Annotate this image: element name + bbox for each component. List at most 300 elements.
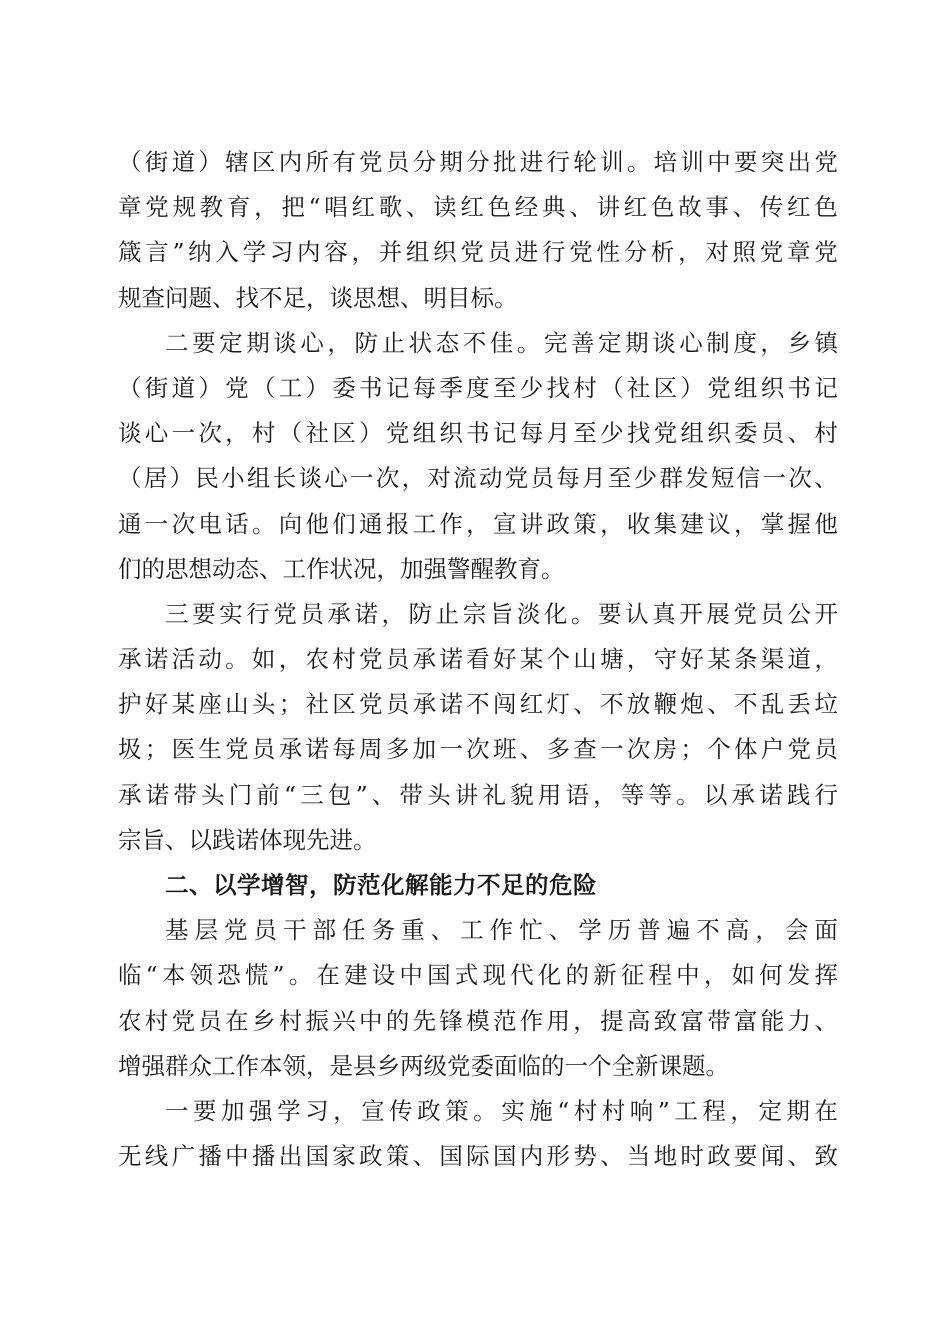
glyph: 组 bbox=[680, 419, 704, 448]
glyph: 次 bbox=[198, 419, 222, 448]
glyph: 承 bbox=[731, 780, 755, 809]
glyph: 党 bbox=[460, 238, 484, 267]
glyph: 无 bbox=[118, 1142, 142, 1171]
glyph: 山 bbox=[225, 690, 249, 719]
glyph: 社 bbox=[305, 690, 329, 719]
glyph: 红 bbox=[786, 193, 811, 222]
glyph: 、 bbox=[707, 690, 731, 719]
glyph: 国 bbox=[305, 1142, 329, 1171]
glyph: 村 bbox=[573, 1096, 598, 1125]
glyph: ， bbox=[814, 645, 838, 674]
paragraph-line bbox=[118, 592, 838, 637]
paragraph-line bbox=[118, 366, 838, 411]
glyph: 好 bbox=[144, 690, 169, 719]
glyph: 语 bbox=[565, 780, 589, 809]
glyph: 、 bbox=[519, 735, 544, 764]
glyph: 闻 bbox=[760, 1142, 785, 1171]
glyph: 诺 bbox=[145, 780, 170, 809]
glyph: 党 bbox=[359, 690, 383, 719]
glyph: 力 bbox=[787, 1006, 812, 1035]
glyph: 挥 bbox=[814, 961, 838, 990]
glyph: 貌 bbox=[510, 780, 534, 809]
glyph: 党 bbox=[814, 148, 838, 176]
glyph: 中 bbox=[359, 1006, 383, 1035]
glyph: 每 bbox=[519, 419, 544, 448]
glyph: 组 bbox=[246, 464, 271, 493]
glyph: 的 bbox=[385, 1006, 410, 1035]
glyph: ， bbox=[626, 645, 651, 674]
glyph: 查 bbox=[573, 735, 597, 764]
glyph: 致 bbox=[653, 1006, 678, 1035]
paragraph-line: 宗旨、以践诺体现先进。 bbox=[118, 825, 377, 854]
paragraph-line bbox=[118, 773, 838, 818]
glyph: 普 bbox=[637, 916, 661, 945]
glyph: 座 bbox=[198, 690, 222, 719]
glyph: 色 bbox=[487, 193, 512, 222]
glyph: ， bbox=[225, 419, 249, 448]
glyph: （ bbox=[600, 373, 624, 402]
glyph: 党 bbox=[225, 373, 249, 402]
glyph: 村 bbox=[814, 419, 838, 448]
glyph: 话 bbox=[225, 509, 249, 538]
glyph: 制 bbox=[706, 328, 730, 357]
section-heading: 二、以学增智，防范化解能力不足的危险 bbox=[165, 871, 597, 899]
glyph: 。 bbox=[251, 509, 276, 538]
glyph: 守 bbox=[653, 645, 678, 674]
glyph: 故 bbox=[678, 193, 702, 222]
glyph: 分 bbox=[412, 148, 437, 176]
glyph: ” bbox=[272, 961, 285, 990]
glyph: 色 bbox=[814, 193, 838, 222]
glyph: 至 bbox=[492, 373, 517, 402]
glyph: 箴 bbox=[118, 238, 142, 267]
glyph: 向 bbox=[278, 509, 303, 538]
glyph: 心 bbox=[324, 464, 348, 493]
glyph: 、 bbox=[430, 916, 455, 945]
glyph: ” bbox=[355, 780, 368, 809]
glyph: 某 bbox=[171, 690, 196, 719]
glyph: 。 bbox=[570, 599, 595, 628]
glyph: 讲 bbox=[596, 193, 620, 222]
glyph: 党 bbox=[224, 916, 248, 945]
glyph: 、 bbox=[412, 1142, 437, 1171]
glyph: ， bbox=[760, 328, 784, 357]
glyph: 出 bbox=[278, 1142, 303, 1171]
paragraph-line bbox=[118, 1089, 838, 1134]
glyph: 富 bbox=[733, 1006, 758, 1035]
glyph: 织 bbox=[760, 373, 785, 402]
glyph: 国 bbox=[427, 961, 451, 990]
paragraph-line bbox=[118, 1134, 838, 1179]
glyph: 一 bbox=[350, 464, 374, 493]
glyph: 每 bbox=[556, 464, 580, 493]
glyph: 党 bbox=[504, 464, 529, 493]
glyph: 公 bbox=[787, 599, 811, 628]
glyph: 。 bbox=[473, 1096, 497, 1125]
glyph: 定 bbox=[219, 328, 243, 357]
glyph: 前 bbox=[256, 780, 280, 809]
glyph: 信 bbox=[736, 464, 761, 493]
glyph: 道 bbox=[171, 148, 196, 176]
glyph: 。 bbox=[288, 961, 313, 990]
glyph: 能 bbox=[760, 1006, 785, 1035]
glyph: 一 bbox=[171, 419, 196, 448]
glyph: 策 bbox=[385, 1142, 410, 1171]
glyph: 发 bbox=[685, 464, 709, 493]
glyph: 居 bbox=[143, 464, 168, 493]
glyph: 防 bbox=[408, 599, 433, 628]
glyph: 一 bbox=[762, 464, 787, 493]
glyph: 要 bbox=[733, 148, 758, 176]
glyph: 集 bbox=[653, 509, 678, 538]
glyph: 掌 bbox=[760, 509, 785, 538]
glyph: 党 bbox=[814, 238, 838, 267]
glyph: （ bbox=[118, 464, 142, 493]
glyph: ， bbox=[733, 509, 758, 538]
glyph: 政 bbox=[707, 1142, 731, 1171]
glyph: 提 bbox=[600, 1006, 624, 1035]
glyph: 个 bbox=[546, 645, 570, 674]
glyph: ； bbox=[144, 735, 169, 764]
paragraph-line bbox=[118, 908, 838, 953]
glyph: 、 bbox=[548, 916, 573, 945]
glyph: 班 bbox=[492, 735, 517, 764]
glyph: 诺 bbox=[354, 599, 378, 628]
glyph: 、 bbox=[600, 1142, 624, 1171]
glyph: 体 bbox=[733, 735, 758, 764]
glyph: 诺 bbox=[759, 780, 783, 809]
glyph: 带 bbox=[707, 1006, 731, 1035]
glyph: 他 bbox=[305, 509, 329, 538]
glyph: 每 bbox=[412, 373, 437, 402]
glyph: “ bbox=[284, 780, 297, 809]
glyph: 季 bbox=[439, 373, 463, 402]
glyph: 基 bbox=[165, 916, 189, 945]
glyph: 期 bbox=[625, 328, 649, 357]
glyph: 施 bbox=[529, 1096, 553, 1125]
glyph: 践 bbox=[786, 780, 811, 809]
glyph: 每 bbox=[332, 735, 356, 764]
glyph: 闯 bbox=[492, 690, 517, 719]
glyph: 、 bbox=[814, 464, 838, 493]
glyph: 、 bbox=[787, 1142, 812, 1171]
glyph: 面 bbox=[814, 916, 838, 945]
glyph: 度 bbox=[466, 373, 490, 402]
glyph: 学 bbox=[578, 916, 602, 945]
glyph: 谈 bbox=[652, 328, 676, 357]
glyph: 设 bbox=[371, 961, 396, 990]
glyph: 传 bbox=[759, 193, 784, 222]
glyph: 至 bbox=[607, 464, 632, 493]
glyph: 工 bbox=[412, 509, 437, 538]
glyph: 临 bbox=[118, 961, 142, 990]
glyph: 传 bbox=[389, 1096, 413, 1125]
glyph: 乡 bbox=[251, 1006, 276, 1035]
glyph: 的 bbox=[565, 961, 589, 990]
glyph: 动 bbox=[478, 464, 503, 493]
glyph: 通 bbox=[118, 509, 142, 538]
glyph: 所 bbox=[305, 148, 329, 176]
glyph: 讲 bbox=[519, 509, 544, 538]
glyph: 党 bbox=[569, 238, 593, 267]
glyph: 谈 bbox=[118, 419, 142, 448]
glyph: 歌 bbox=[378, 193, 403, 222]
glyph: 街 bbox=[144, 148, 169, 176]
glyph: 行 bbox=[546, 148, 570, 176]
glyph: 讲 bbox=[454, 780, 479, 809]
glyph: 红 bbox=[460, 193, 484, 222]
glyph: “ bbox=[308, 193, 321, 222]
glyph: 忙 bbox=[519, 916, 543, 945]
glyph: 条 bbox=[733, 645, 758, 674]
glyph: 止 bbox=[435, 599, 460, 628]
glyph: 展 bbox=[706, 599, 730, 628]
paragraph-line bbox=[118, 140, 838, 185]
glyph: ， bbox=[573, 1006, 597, 1035]
glyph: 民 bbox=[195, 464, 219, 493]
glyph: 用 bbox=[537, 780, 562, 809]
glyph: 门 bbox=[228, 780, 253, 809]
glyph: 化 bbox=[537, 961, 562, 990]
glyph: 出 bbox=[787, 148, 812, 176]
glyph: 程 bbox=[648, 961, 672, 990]
glyph: （ bbox=[118, 373, 142, 402]
glyph: 鞭 bbox=[653, 690, 678, 719]
glyph: 轮 bbox=[573, 148, 597, 176]
glyph: 经 bbox=[514, 193, 539, 222]
glyph: 带 bbox=[399, 780, 423, 809]
glyph: 周 bbox=[359, 735, 383, 764]
glyph: ） bbox=[198, 148, 222, 176]
glyph: 好 bbox=[680, 645, 704, 674]
glyph: 承 bbox=[327, 599, 351, 628]
glyph: 街 bbox=[144, 373, 169, 402]
glyph: 规 bbox=[172, 193, 196, 222]
glyph: 训 bbox=[600, 148, 624, 176]
glyph: 一 bbox=[144, 509, 169, 538]
glyph: 开 bbox=[679, 599, 703, 628]
glyph: 承 bbox=[278, 735, 303, 764]
glyph: （ bbox=[278, 419, 303, 448]
glyph: 道 bbox=[787, 645, 812, 674]
glyph: 诺 bbox=[305, 735, 329, 764]
glyph: ” bbox=[172, 238, 185, 267]
glyph: 宗 bbox=[462, 599, 487, 628]
glyph: 开 bbox=[814, 599, 838, 628]
glyph: 势 bbox=[573, 1142, 597, 1171]
glyph: 记 bbox=[814, 373, 838, 402]
glyph: 党 bbox=[787, 735, 812, 764]
glyph: 学 bbox=[277, 1096, 301, 1125]
glyph: 组 bbox=[405, 238, 430, 267]
glyph: 少 bbox=[633, 464, 658, 493]
glyph: 作 bbox=[519, 1006, 544, 1035]
glyph: 期 bbox=[786, 1096, 810, 1125]
paragraph-line bbox=[118, 230, 838, 275]
glyph: 收 bbox=[626, 509, 651, 538]
glyph: 、 bbox=[569, 193, 593, 222]
glyph: ） bbox=[198, 373, 222, 402]
glyph: 加 bbox=[221, 1096, 245, 1125]
glyph: 员 bbox=[385, 645, 410, 674]
glyph: 多 bbox=[546, 735, 570, 764]
glyph: 性 bbox=[596, 238, 620, 267]
glyph: 辖 bbox=[225, 148, 249, 176]
glyph: 在 bbox=[814, 1096, 838, 1125]
glyph: 记 bbox=[385, 373, 410, 402]
glyph: 镇 bbox=[814, 328, 838, 357]
paragraph-line: 规查问题、找不足，谈思想、明目标。 bbox=[118, 283, 518, 312]
glyph: 纳 bbox=[188, 238, 212, 267]
glyph: ； bbox=[278, 690, 303, 719]
glyph: ， bbox=[254, 193, 278, 222]
glyph: 化 bbox=[543, 599, 568, 628]
glyph: ， bbox=[593, 780, 617, 809]
glyph: 灯 bbox=[546, 690, 570, 719]
paragraph-line bbox=[118, 727, 838, 772]
glyph: “ bbox=[557, 1096, 570, 1125]
glyph: 党 bbox=[359, 645, 383, 674]
glyph: 。 bbox=[516, 328, 541, 357]
glyph: 任 bbox=[342, 916, 366, 945]
glyph: 先 bbox=[412, 1006, 437, 1035]
glyph: 如 bbox=[251, 645, 276, 674]
glyph: 要 bbox=[192, 328, 216, 357]
glyph: 时 bbox=[680, 1142, 704, 1171]
glyph: 头 bbox=[251, 690, 276, 719]
glyph: 谈 bbox=[273, 328, 297, 357]
glyph: 记 bbox=[492, 419, 517, 448]
glyph: 批 bbox=[492, 148, 517, 176]
glyph: 党 bbox=[733, 599, 757, 628]
glyph: 国 bbox=[439, 1142, 463, 1171]
glyph: 党 bbox=[273, 599, 297, 628]
glyph: 握 bbox=[787, 509, 812, 538]
glyph: 党 bbox=[145, 193, 169, 222]
glyph: ， bbox=[730, 1096, 754, 1125]
glyph: 会 bbox=[784, 916, 809, 945]
glyph: 响 bbox=[629, 1096, 654, 1125]
glyph: 策 bbox=[573, 509, 597, 538]
glyph: 员 bbox=[814, 735, 838, 764]
glyph: 、 bbox=[787, 419, 812, 448]
glyph: 少 bbox=[519, 373, 544, 402]
glyph: 村 bbox=[573, 373, 597, 402]
glyph: ， bbox=[703, 961, 728, 990]
glyph: 务 bbox=[371, 916, 396, 945]
glyph: 三 bbox=[165, 599, 189, 628]
glyph: 态 bbox=[435, 328, 460, 357]
glyph: ， bbox=[278, 645, 303, 674]
glyph: 工 bbox=[278, 373, 303, 402]
glyph: 党 bbox=[759, 238, 784, 267]
glyph: 、 bbox=[732, 193, 757, 222]
glyph: 高 bbox=[725, 916, 750, 945]
glyph: 形 bbox=[546, 1142, 570, 1171]
glyph: 度 bbox=[733, 328, 757, 357]
glyph: 建 bbox=[680, 509, 704, 538]
glyph: 作 bbox=[439, 509, 463, 538]
glyph: 中 bbox=[225, 1142, 249, 1171]
glyph: 章 bbox=[786, 238, 811, 267]
glyph: 员 bbox=[385, 690, 410, 719]
glyph: 析 bbox=[650, 238, 675, 267]
glyph: 重 bbox=[401, 916, 425, 945]
glyph: 员 bbox=[760, 419, 785, 448]
glyph: 党 bbox=[225, 735, 249, 764]
glyph: 某 bbox=[707, 645, 731, 674]
glyph: 丢 bbox=[787, 690, 812, 719]
glyph: 山 bbox=[573, 645, 597, 674]
paragraph-line bbox=[118, 682, 838, 727]
glyph: 模 bbox=[466, 1006, 490, 1035]
glyph: 工 bbox=[460, 916, 484, 945]
glyph: 礼 bbox=[482, 780, 506, 809]
glyph: 次 bbox=[375, 464, 400, 493]
glyph: 行 bbox=[246, 599, 270, 628]
glyph: 活 bbox=[171, 645, 196, 674]
glyph: 行 bbox=[542, 238, 566, 267]
glyph: 用 bbox=[546, 1006, 570, 1035]
glyph: 恐 bbox=[217, 961, 241, 990]
glyph: 程 bbox=[702, 1096, 726, 1125]
glyph: 村 bbox=[278, 1006, 303, 1035]
glyph: 内 bbox=[297, 238, 321, 267]
glyph: 一 bbox=[439, 735, 463, 764]
glyph: 宣 bbox=[492, 509, 517, 538]
glyph: 兴 bbox=[332, 1006, 356, 1035]
glyph: ） bbox=[169, 464, 194, 493]
glyph: 看 bbox=[466, 645, 490, 674]
paragraph-line bbox=[118, 999, 838, 1044]
glyph: 次 bbox=[788, 464, 812, 493]
glyph: 政 bbox=[359, 1142, 383, 1171]
glyph: 谈 bbox=[298, 464, 322, 493]
glyph: 读 bbox=[433, 193, 457, 222]
glyph: 干 bbox=[283, 916, 307, 945]
glyph: 典 bbox=[542, 193, 566, 222]
glyph: 要 bbox=[192, 599, 216, 628]
glyph: （ bbox=[251, 373, 276, 402]
glyph: 定 bbox=[758, 1096, 782, 1125]
glyph: 组 bbox=[412, 419, 437, 448]
glyph: 村 bbox=[251, 419, 276, 448]
glyph: 分 bbox=[466, 148, 490, 176]
glyph: 们 bbox=[332, 509, 356, 538]
glyph: 实 bbox=[501, 1096, 525, 1125]
glyph: 实 bbox=[219, 599, 243, 628]
glyph: 家 bbox=[332, 1142, 356, 1171]
glyph: 员 bbox=[385, 148, 410, 176]
glyph: 旨 bbox=[489, 599, 514, 628]
glyph: 动 bbox=[198, 645, 222, 674]
glyph: ， bbox=[401, 464, 426, 493]
glyph: 不 bbox=[696, 916, 720, 945]
glyph: 育 bbox=[226, 193, 251, 222]
glyph: 党 bbox=[707, 373, 731, 402]
glyph: 红 bbox=[519, 690, 544, 719]
glyph: 地 bbox=[653, 1142, 678, 1171]
glyph: 行 bbox=[814, 780, 838, 809]
glyph: 真 bbox=[652, 599, 676, 628]
glyph: ， bbox=[351, 238, 375, 267]
glyph: 区 bbox=[251, 148, 276, 176]
glyph: 色 bbox=[650, 193, 675, 222]
glyph: 内 bbox=[278, 148, 303, 176]
glyph: 际 bbox=[466, 1142, 490, 1171]
glyph: 有 bbox=[332, 148, 356, 176]
glyph: 小 bbox=[221, 464, 245, 493]
